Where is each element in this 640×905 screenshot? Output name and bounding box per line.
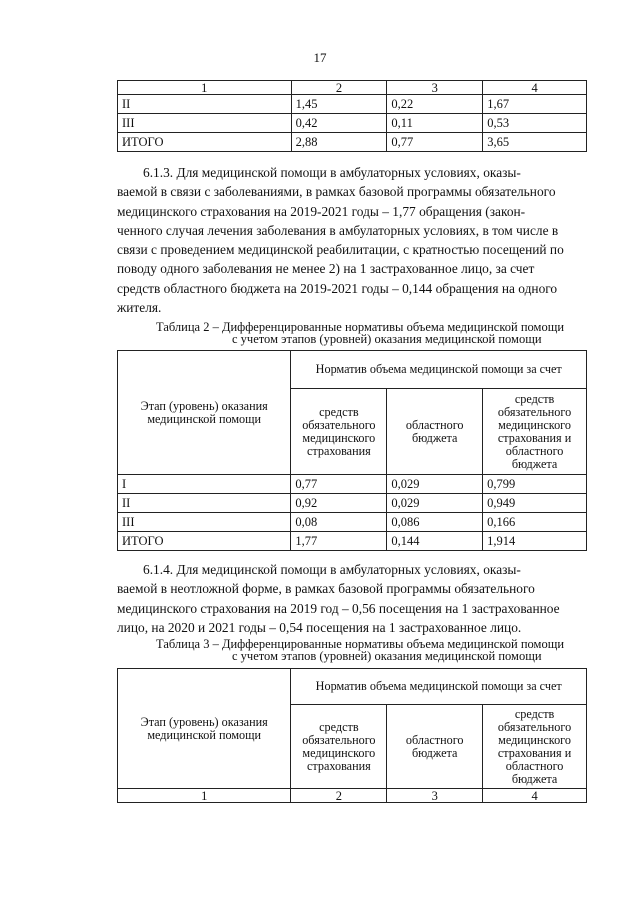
value-cell: 3,65 bbox=[483, 133, 587, 152]
column-number: 4 bbox=[483, 81, 587, 95]
table-2 bbox=[117, 350, 587, 551]
paragraph-line: поводу одного заболевания не менее 2) на 1 застрахованное лицо, за счет bbox=[117, 261, 535, 277]
column-number: 3 bbox=[387, 81, 483, 95]
column-header-oms-and-budget: средств обязательного медицинского страхования и областного бюджета bbox=[483, 705, 587, 789]
paragraph-6-1-4 bbox=[117, 560, 589, 637]
column-number: 2 bbox=[291, 81, 387, 95]
value-cell: 0,42 bbox=[291, 114, 387, 133]
table-row bbox=[118, 114, 587, 133]
column-header-oms: средств обязательного медицинского страхования bbox=[291, 705, 387, 789]
table-row-total bbox=[118, 532, 587, 551]
table-row-total bbox=[118, 133, 587, 152]
stage-cell: ИТОГО bbox=[118, 532, 291, 551]
column-header-oms-and-budget: средств обязательного медицинского страхования и областного бюджета bbox=[483, 389, 587, 475]
column-number: 4 bbox=[483, 789, 587, 803]
value-cell: 0,144 bbox=[387, 532, 483, 551]
value-cell: 0,086 bbox=[387, 513, 483, 532]
value-cell: 0,08 bbox=[291, 513, 387, 532]
value-cell: 1,45 bbox=[291, 95, 387, 114]
value-cell: 0,22 bbox=[387, 95, 483, 114]
value-cell: 2,88 bbox=[291, 133, 387, 152]
norm-group-header: Норматив объема медицинской помощи за счет bbox=[291, 351, 587, 389]
value-cell: 0,166 bbox=[483, 513, 587, 532]
paragraph-line: жителя. bbox=[117, 300, 162, 316]
table-1-number-row bbox=[118, 81, 587, 95]
paragraph-line: лицо, на 2020 и 2021 годы – 0,54 посещения на 1 застрахованное лицо. bbox=[117, 619, 522, 635]
column-number: 2 bbox=[291, 789, 387, 803]
caption-line: с учетом этапов (уровней) оказания медицинской помощи bbox=[232, 649, 542, 663]
paragraph-6-1-3 bbox=[117, 163, 589, 317]
value-cell: 0,949 bbox=[483, 494, 587, 513]
column-header-oms: средств обязательного медицинского страхования bbox=[291, 389, 387, 475]
value-cell: 0,029 bbox=[387, 494, 483, 513]
stage-cell: ИТОГО bbox=[118, 133, 292, 152]
paragraph-line: ваемой в связи с заболеваниями, в рамках базовой программы обязательного bbox=[117, 184, 556, 200]
table-3-number-row bbox=[118, 789, 587, 803]
table-row bbox=[118, 494, 587, 513]
paragraph-line: 6.1.3. Для медицинской помощи в амбулаторных условиях, оказы- bbox=[143, 165, 521, 180]
caption-line: Таблица 2 – Дифференцированные нормативы объема медицинской помощи bbox=[156, 320, 565, 334]
paragraph-line: ченного случая лечения заболевания в амбулаторных условиях, в том числе в bbox=[117, 222, 559, 238]
paragraph-line: медицинского страхования на 2019 год – 0,56 посещения на 1 застрахованное bbox=[117, 600, 560, 616]
paragraph-line: ваемой в неотложной форме, в рамках базовой программы обязательного bbox=[117, 581, 535, 597]
page-number: 17 bbox=[313, 50, 327, 65]
stage-cell: III bbox=[118, 513, 291, 532]
table-row bbox=[118, 95, 587, 114]
stage-header: Этап (уровень) оказания медицинской помощи bbox=[118, 351, 291, 475]
value-cell: 0,77 bbox=[291, 475, 387, 494]
stage-cell: III bbox=[118, 114, 292, 133]
caption-line: Таблица 3 – Дифференцированные нормативы объема медицинской помощи bbox=[156, 637, 565, 651]
paragraph-line: средств областного бюджета на 2019-2021 годы – 0,144 обращения на одного bbox=[117, 280, 558, 296]
table-1-continuation bbox=[117, 80, 587, 152]
norm-group-header: Норматив объема медицинской помощи за счет bbox=[291, 669, 587, 705]
paragraph-line: связи с проведением медицинской реабилитации, с кратностью посещений по bbox=[117, 242, 564, 258]
value-cell: 0,92 bbox=[291, 494, 387, 513]
value-cell: 0,029 bbox=[387, 475, 483, 494]
value-cell: 1,67 bbox=[483, 95, 587, 114]
stage-cell: II bbox=[118, 494, 291, 513]
column-header-regional-budget: областного бюджета bbox=[387, 705, 483, 789]
column-number: 3 bbox=[387, 789, 483, 803]
value-cell: 0,799 bbox=[483, 475, 587, 494]
column-number: 1 bbox=[118, 789, 291, 803]
column-header-regional-budget: областного бюджета bbox=[387, 389, 483, 475]
value-cell: 0,77 bbox=[387, 133, 483, 152]
table-row bbox=[118, 513, 587, 532]
table-row bbox=[118, 475, 587, 494]
table-3 bbox=[117, 668, 587, 803]
value-cell: 1,914 bbox=[483, 532, 587, 551]
table-3-caption bbox=[156, 638, 596, 662]
column-number: 1 bbox=[118, 81, 292, 95]
value-cell: 1,77 bbox=[291, 532, 387, 551]
paragraph-line: 6.1.4. Для медицинской помощи в амбулаторных условиях, оказы- bbox=[143, 562, 521, 577]
table-2-caption bbox=[156, 321, 596, 345]
stage-cell: I bbox=[118, 475, 291, 494]
caption-line: с учетом этапов (уровней) оказания медицинской помощи bbox=[232, 332, 542, 346]
stage-cell: II bbox=[118, 95, 292, 114]
stage-header: Этап (уровень) оказания медицинской помощи bbox=[118, 669, 291, 789]
paragraph-line: медицинского страхования на 2019-2021 годы – 1,77 обращения (закон- bbox=[117, 203, 526, 219]
value-cell: 0,53 bbox=[483, 114, 587, 133]
value-cell: 0,11 bbox=[387, 114, 483, 133]
